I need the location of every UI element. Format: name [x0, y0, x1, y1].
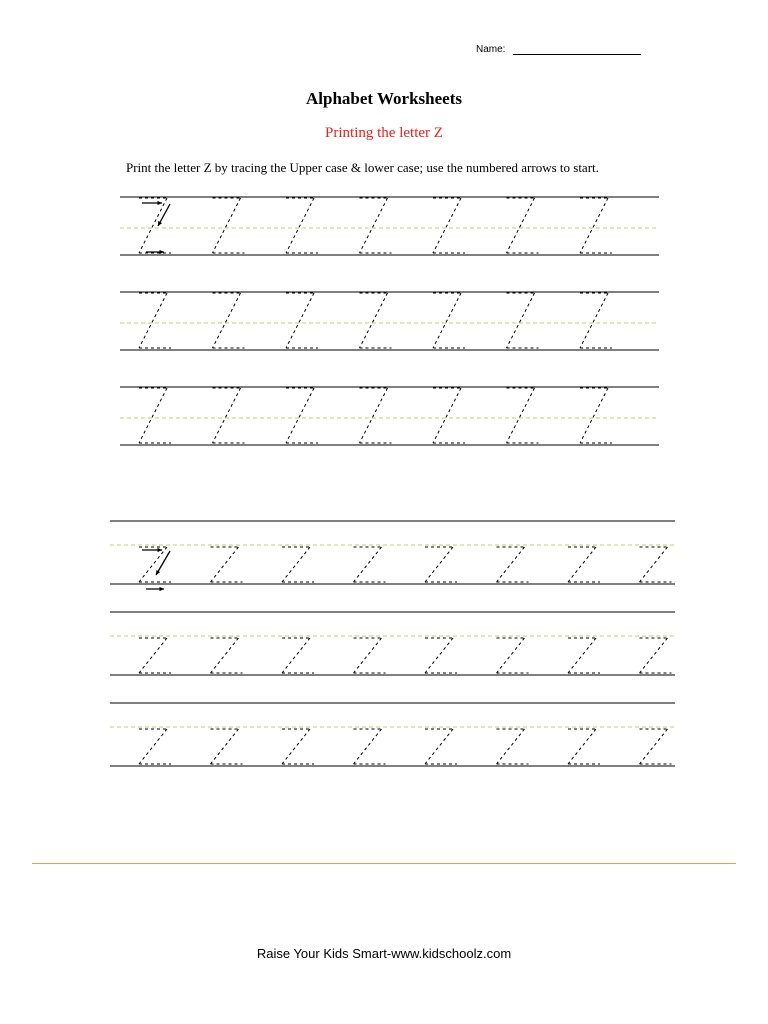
- letter-Z-trace: [139, 293, 171, 348]
- letter-Z-trace: [139, 198, 171, 253]
- letter-Z-trace: [360, 388, 392, 443]
- page-subtitle: Printing the letter Z: [325, 125, 443, 141]
- letter-Z-trace: [580, 388, 612, 443]
- stroke-3-arrow-head: [159, 587, 164, 591]
- uppercase-tracing-section: [120, 197, 659, 445]
- letter-z-trace: [139, 729, 171, 764]
- letter-z-trace: [211, 729, 243, 764]
- letter-z-trace: [497, 729, 529, 764]
- lowercase-tracing-section: [110, 521, 675, 766]
- letter-z-trace: [640, 638, 672, 673]
- letter-z-trace: [640, 547, 672, 582]
- letter-z-trace: [425, 638, 457, 673]
- footer-rule: [32, 863, 736, 864]
- letter-z-trace: [282, 638, 314, 673]
- letter-Z-trace: [213, 388, 245, 443]
- letter-z-trace: [282, 729, 314, 764]
- letter-z-trace: [139, 547, 171, 582]
- letter-z-trace: [139, 638, 171, 673]
- footer-text: Raise Your Kids Smart-www.kidschoolz.com: [256, 946, 512, 961]
- stroke-1-arrow-head: [157, 548, 162, 552]
- letter-Z-trace: [433, 198, 465, 253]
- letter-z-trace: [425, 729, 457, 764]
- letter-Z-trace: [580, 198, 612, 253]
- letter-z-trace: [354, 638, 386, 673]
- name-label: Name:: [476, 44, 506, 55]
- letter-Z-trace: [286, 293, 318, 348]
- letter-z-trace: [568, 638, 600, 673]
- stroke-1-arrow-head: [157, 201, 162, 205]
- letter-z-trace: [497, 638, 529, 673]
- stroke-3-arrow-head: [159, 250, 164, 254]
- letter-Z-trace: [433, 293, 465, 348]
- letter-z-trace: [354, 547, 386, 582]
- letter-z-trace: [211, 547, 243, 582]
- letter-Z-trace: [286, 198, 318, 253]
- letter-Z-trace: [213, 293, 245, 348]
- letter-Z-trace: [213, 198, 245, 253]
- letter-z-trace: [568, 547, 600, 582]
- letter-z-trace: [568, 729, 600, 764]
- letter-Z-trace: [360, 293, 392, 348]
- letter-Z-trace: [360, 198, 392, 253]
- letter-z-trace: [211, 638, 243, 673]
- instructions-text: Print the letter Z by tracing the Upper case & lower case; use the numbered arrows to start.: [126, 160, 599, 175]
- letter-Z-trace: [507, 198, 539, 253]
- letter-Z-trace: [139, 388, 171, 443]
- letter-Z-trace: [286, 388, 318, 443]
- letter-Z-trace: [507, 388, 539, 443]
- letter-Z-trace: [580, 293, 612, 348]
- letter-z-trace: [425, 547, 457, 582]
- letter-z-trace: [354, 729, 386, 764]
- letter-z-trace: [282, 547, 314, 582]
- letter-Z-trace: [433, 388, 465, 443]
- page-title: Alphabet Worksheets: [305, 89, 462, 108]
- letter-z-trace: [640, 729, 672, 764]
- letter-z-trace: [497, 547, 529, 582]
- letter-Z-trace: [507, 293, 539, 348]
